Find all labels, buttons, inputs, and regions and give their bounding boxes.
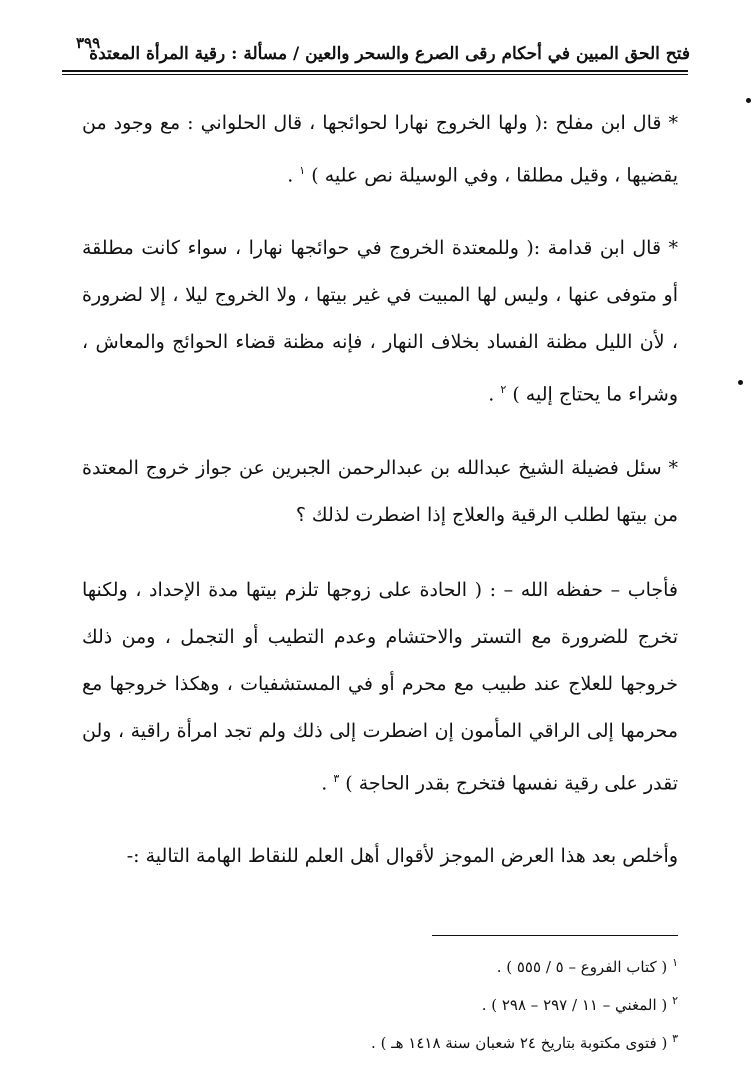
paragraph-ibn-muflih bbox=[82, 100, 678, 199]
footnote-number: ١ bbox=[672, 956, 678, 969]
paragraph-text: فأجاب – حفظه الله – : ( الحادة على زوجها تلزم بيتها مدة الإحداد ، ولكنها تخرج للضرورة مع التستر والاحتشام وعدم التطيب أو التجمل ، ومن ذلك خروجها للعلاج عند طبيب مع محرم أو في المستشفيات ، وهكذا خروجها مع محرمها إلى الراقي المأمون إن اضطرت إلى ذلك ولم تجد امرأة راقية ، ولن تقدر على رقية نفسها فتخرج بقدر الحاجة ) bbox=[82, 578, 678, 794]
footnote-number: ٣ bbox=[672, 1032, 678, 1045]
paragraph-conclusion bbox=[82, 833, 678, 880]
footnotes bbox=[82, 946, 678, 1060]
main-text bbox=[82, 100, 678, 880]
footnote-ref: ٢ bbox=[500, 383, 507, 397]
footnote-ref: ١ bbox=[299, 164, 306, 177]
paragraph-ibn-qudama bbox=[82, 225, 678, 418]
footnote bbox=[82, 1022, 678, 1060]
paragraph-end: . bbox=[287, 164, 300, 187]
paragraph-question bbox=[82, 445, 678, 539]
footnote-ref: ٣ bbox=[333, 771, 340, 785]
scan-mark bbox=[746, 98, 751, 103]
footnote-text: ( المغني – ١١ / ٢٩٧ – ٢٩٨ ) . bbox=[481, 996, 668, 1014]
paragraph-text: * قال ابن مفلح :( ولها الخروج نهارا لحوائجها ، قال الحلواني : مع وجود من يقضيها ، وقيل مطلقا ، وفي الوسيلة نص عليه ) bbox=[82, 112, 678, 187]
footnote bbox=[82, 946, 678, 984]
header-rule-thin bbox=[62, 74, 688, 75]
paragraph-answer bbox=[82, 567, 678, 807]
paragraph-end: . bbox=[321, 771, 334, 794]
footnote-number: ٢ bbox=[672, 994, 678, 1007]
header-title: فتح الحق المبين في أحكام رقى الصرع والسحر والعين / مسألة : رقية المرأة المعتدة bbox=[89, 44, 690, 64]
scan-mark bbox=[738, 380, 743, 385]
paragraph-end: . bbox=[488, 383, 501, 406]
paragraph-text: * قال ابن قدامة :( وللمعتدة الخروج في حوائجها نهارا ، سواء كانت مطلقة أو متوفى عنها ، وليس لها المبيت في غير بيتها ، ولا الخروج ليلا ، إلا لضرورة ، لأن الليل مظنة الفساد بخلاف النهار ، فإنه مظنة قضاء الحوائج والمعاش ، وشراء ما يحتاج إليه ) bbox=[82, 237, 678, 406]
header-rule bbox=[62, 70, 688, 72]
footnote bbox=[82, 984, 678, 1022]
footnote-text: ( فتوى مكتوبة بتاريخ ٢٤ شعبان سنة ١٤١٨ هـ ) . bbox=[371, 1034, 668, 1052]
footnote-separator bbox=[432, 935, 678, 936]
running-header bbox=[62, 34, 690, 68]
paragraph-text: وأخلص بعد هذا العرض الموجز لأقوال أهل العلم للنقاط الهامة التالية :- bbox=[126, 844, 678, 867]
footnote-text: ( كتاب الفروع – ٥ / ٥٥٥ ) . bbox=[496, 958, 668, 976]
page-number: ٣٩٩ bbox=[76, 34, 101, 52]
paragraph-text: * سئل فضيلة الشيخ عبدالله بن عبدالرحمن الجبرين عن جواز خروج المعتدة من بيتها لطلب الرقية والعلاج إذا اضطرت لذلك ؟ bbox=[82, 456, 678, 526]
